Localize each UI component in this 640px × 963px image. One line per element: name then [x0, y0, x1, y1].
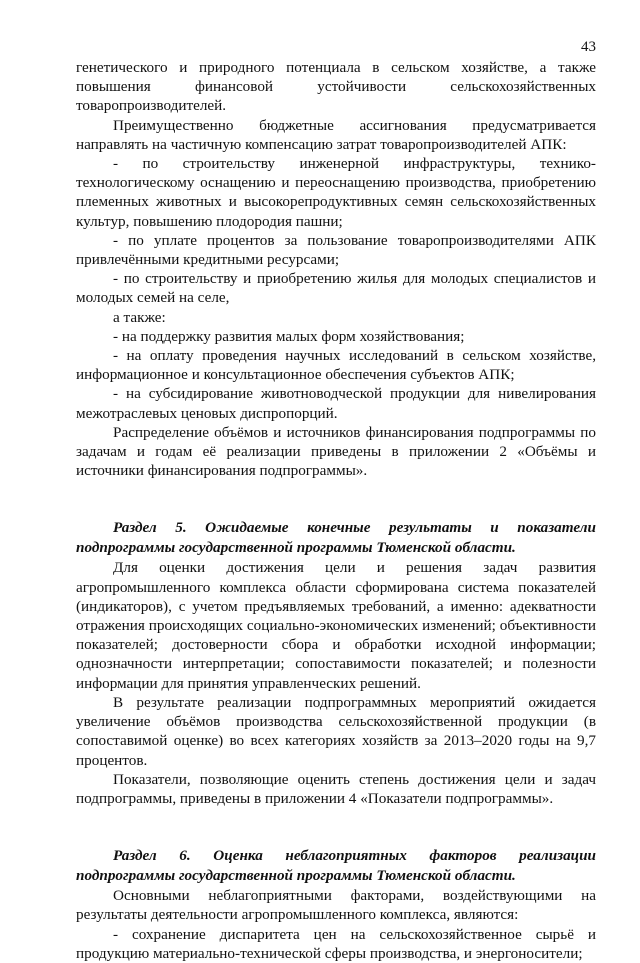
list-item: - на поддержку развития малых форм хозяйствования;: [113, 327, 465, 345]
page-number: 43: [581, 39, 596, 55]
paragraph: а также:: [113, 308, 166, 326]
paragraph: Основными неблагоприятными факторами, воздействующими на результаты деятельности агропромышленного комплекса, являются:: [76, 887, 596, 924]
list-item: - по строительству инженерной инфраструктуры, технико-технологическому оснащению и переоснащению производства, приобретению племенных животных и высокорепродуктивных семян сельскохозяйственных культур, повышению плодородия пашни;: [76, 155, 596, 230]
paragraph: Для оценки достижения цели и решения задач развития агропромышленного комплекса области сформирована система показателей (индикаторов), с учетом предъявляемых требований, а именно: адекватности отражения происходящих социально-экономических изменений; объективности показателей; достоверности сбора и обработки исходной информации; однозначности интерпретации; сопоставимости показателей; и полезности информации для принятия управленческих решений.: [76, 559, 596, 692]
page-content: [76, 58, 596, 963]
list-item: - сохранение диспаритета цен на сельскохозяйственное сырьё и продукцию материально-технической сферы производства, и энергоносители;: [76, 925, 596, 962]
list-item: - по строительству и приобретению жилья для молодых специалистов и молодых семей на селе,: [76, 270, 596, 307]
section-heading: Раздел 5. Ожидаемые конечные результаты и показатели подпрограммы государственной программы Тюменской области.: [76, 519, 596, 557]
paragraph: генетического и природного потенциала в сельском хозяйстве, а также повышения финансовой устойчивости сельскохозяйственных товаропроизводителей.: [76, 59, 596, 115]
paragraph: В результате реализации подпрограммных мероприятий ожидается увеличение объёмов производства сельскохозяйственной продукции (в сопоставимой оценке) во всех категориях хозяйств за 2013–2020 годы на 9,7 процентов.: [76, 693, 596, 769]
section-heading: Раздел 6. Оценка неблагоприятных факторов реализации подпрограммы государственной программы Тюменской области.: [76, 847, 596, 885]
list-item: - на субсидирование животноводческой продукции для нивелирования межотраслевых ценовых диспропорций.: [76, 385, 596, 422]
paragraph: Распределение объёмов и источников финансирования подпрограммы по задачам и годам её реализации приведены в приложении 2 «Объёмы и источники финансирования подпрограммы».: [76, 423, 596, 480]
list-item: - по уплате процентов за пользование товаропроизводителями АПК привлечёнными кредитными ресурсами;: [76, 231, 596, 269]
paragraph: Преимущественно бюджетные ассигнования предусматривается направлять на частичную компенсацию затрат товаропроизводителей АПК:: [76, 116, 596, 153]
list-item: - на оплату проведения научных исследований в сельском хозяйстве, информационное и консультационное обеспечения субъектов АПК;: [76, 347, 596, 384]
paragraph: Показатели, позволяющие оценить степень достижения цели и задач подпрограммы, приведены в приложении 4 «Показатели подпрограммы».: [76, 770, 596, 807]
